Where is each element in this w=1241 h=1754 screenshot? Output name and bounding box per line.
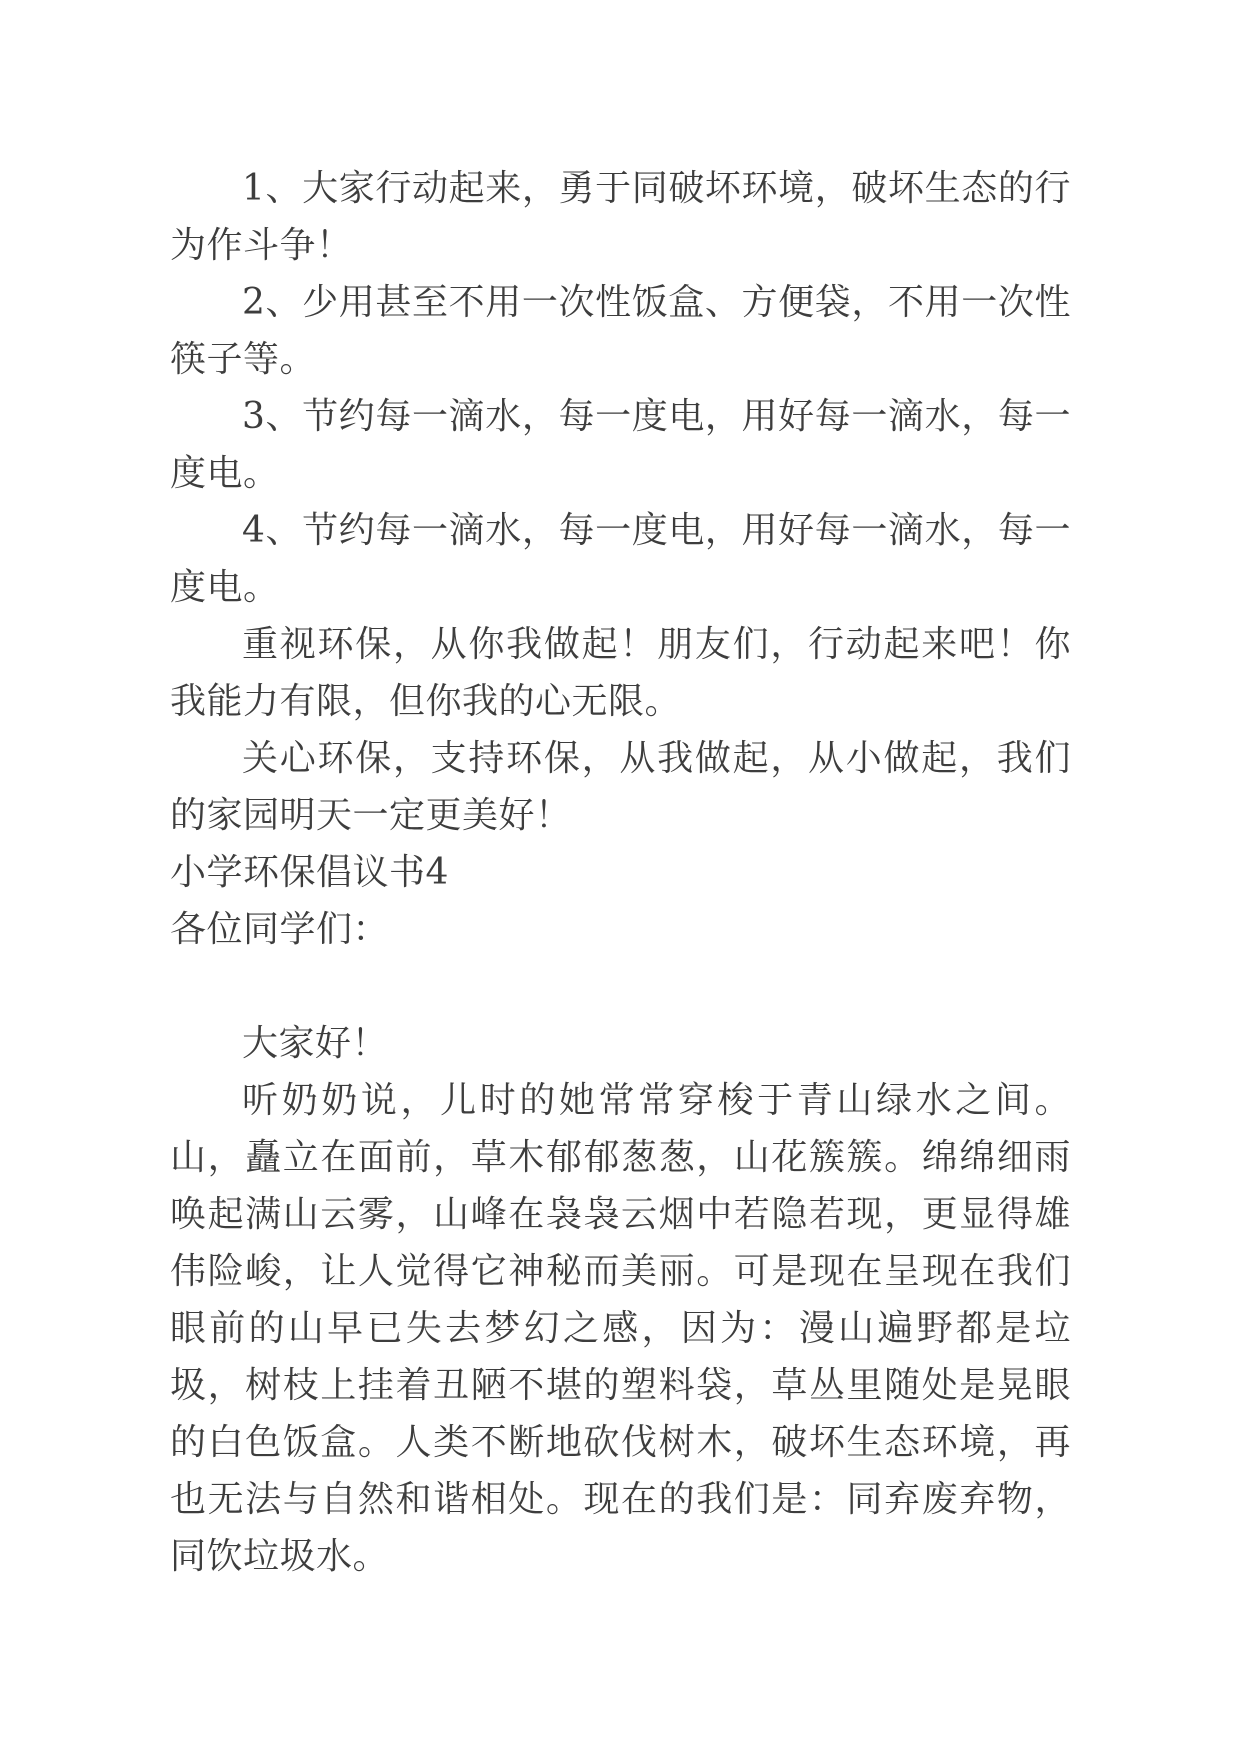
- closing-paragraph-2: 关心环保，支持环保，从我做起，从小做起，我们的家园明天一定更美好！: [170, 738, 1071, 836]
- action-item-4: 4、节约每一滴水，每一度电，用好每一滴水，每一度电。: [170, 510, 1071, 608]
- document-body: [170, 160, 1071, 1585]
- action-item-2: 2、少用甚至不用一次性饭盒、方便袋，不用一次性筷子等。: [170, 282, 1071, 380]
- greeting: 大家好！: [242, 1023, 389, 1064]
- body-paragraph: 听奶奶说，儿时的她常常穿梭于青山绿水之间。山，矗立在面前，草木郁郁葱葱，山花簇簇。绵绵细雨唤起满山云雾，山峰在袅袅云烟中若隐若现，更显得雄伟险峻，让人觉得它神秘而美丽。可是现在呈现在我们眼前的山早已失去梦幻之感，因为：漫山遍野都是垃圾，树枝上挂着丑陋不堪的塑料袋，草丛里随处是晃眼的白色饭盒。人类不断地砍伐树木，破坏生态环境，再也无法与自然和谐相处。现在的我们是：同弃废弃物，同饮垃圾水。: [170, 1080, 1071, 1577]
- action-item-3: 3、节约每一滴水，每一度电，用好每一滴水，每一度电。: [170, 396, 1071, 494]
- salutation: 各位同学们：: [170, 909, 390, 950]
- action-item-1: 1、大家行动起来，勇于同破坏环境，破坏生态的行为作斗争！: [170, 168, 1071, 266]
- closing-paragraph-1: 重视环保，从你我做起！朋友们，行动起来吧！你我能力有限，但你我的心无限。: [170, 624, 1071, 722]
- section-title: 小学环保倡议书4: [170, 852, 449, 893]
